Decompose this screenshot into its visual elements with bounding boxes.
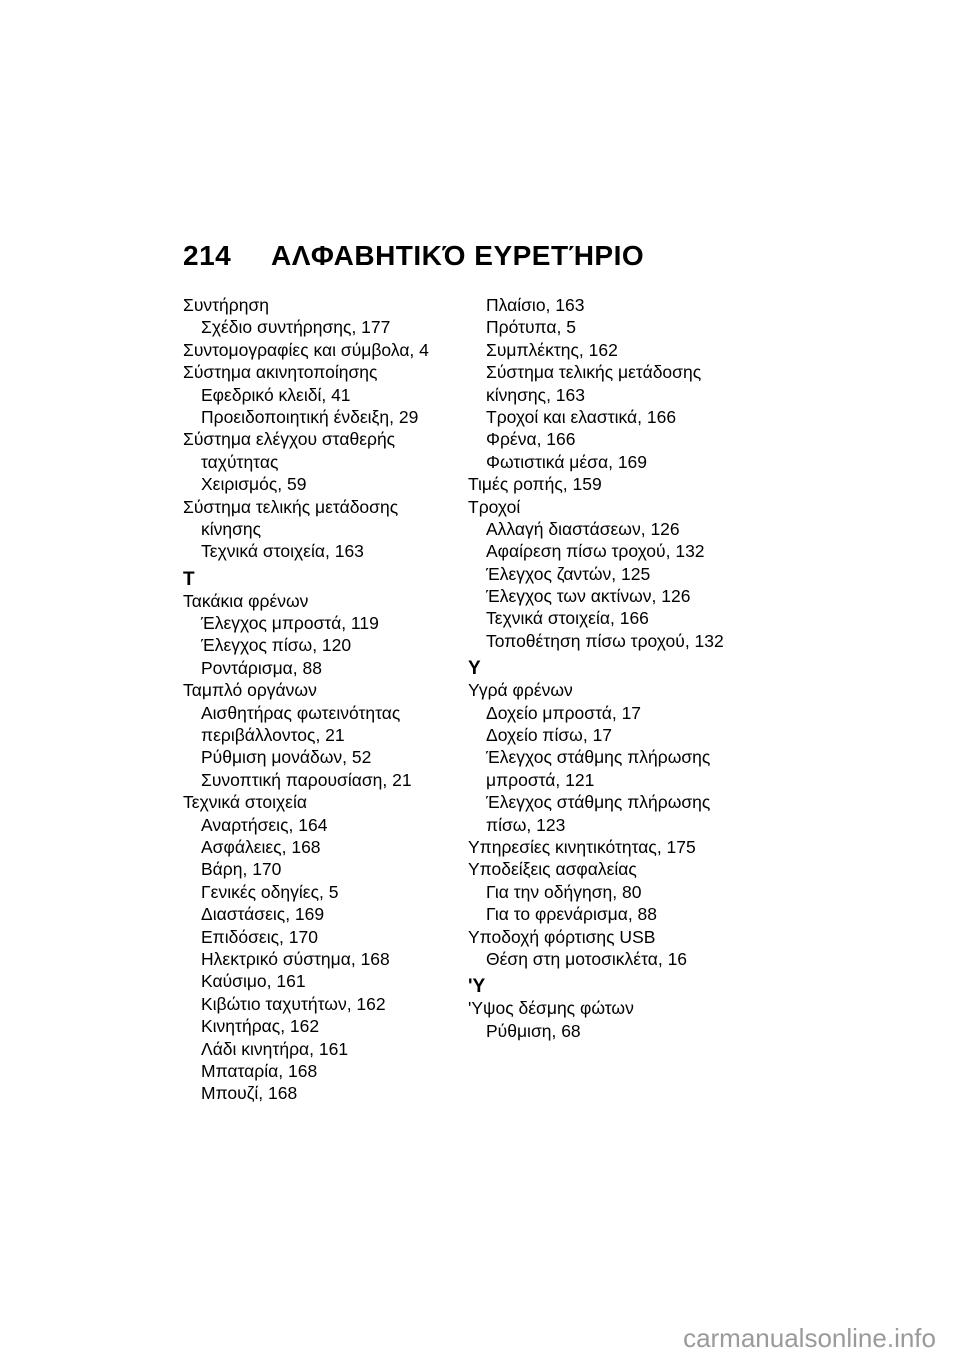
index-subentry: Ασφάλειες, 168 [201, 836, 321, 857]
index-subentry: Κινητήρας, 162 [201, 1016, 320, 1037]
index-subentry: Αισθητήρας φωτεινότητας [201, 702, 401, 723]
index-subentry: Βάρη, 170 [201, 859, 282, 880]
index-subentry: ταχύτητας [201, 451, 279, 472]
index-subentry: Αναρτήσεις, 164 [201, 814, 328, 835]
index-entry: Σύστημα ελέγχου σταθερής [183, 429, 396, 450]
index-entry: Ταμπλό οργάνων [183, 680, 317, 701]
index-subentry: Έλεγχος στάθμης πλήρωσης [486, 792, 711, 813]
index-subentry: Για την οδήγηση, 80 [486, 881, 642, 902]
index-subentry: Δοχείο πίσω, 17 [486, 725, 613, 746]
index-column-left [183, 294, 429, 1105]
index-subentry: Φρένα, 166 [486, 429, 576, 450]
index-subentry: περιβάλλοντος, 21 [201, 725, 345, 746]
index-subentry: Θέση στη μοτοσικλέτα, 16 [486, 948, 688, 969]
index-subentry: Διαστάσεις, 169 [201, 904, 325, 925]
index-subentry: Συνοπτική παρουσίαση, 21 [201, 769, 412, 790]
index-subentry: Πρότυπα, 5 [486, 317, 576, 338]
index-entry: Συντήρηση [183, 295, 270, 315]
index-entry: Σύστημα ακινητοποίησης [183, 362, 378, 383]
index-subentry: Τεχνικά στοιχεία, 163 [201, 541, 364, 562]
watermark: carmanualsonline.info [683, 1323, 936, 1353]
index-entry: 'Υψος δέσμης φώτων [468, 998, 634, 1019]
index-subentry: Μπαταρία, 168 [201, 1060, 318, 1081]
index-column-right [468, 294, 724, 1042]
index-subentry: Έλεγχος στάθμης πλήρωσης [486, 747, 711, 768]
index-entry: Τακάκια φρένων [183, 590, 309, 611]
index-subentry: Αλλαγή διαστάσεων, 126 [486, 518, 680, 539]
index-letter-heading: Τ [183, 568, 195, 590]
index-entry: Υποδοχή φόρτισης USB [468, 926, 656, 947]
index-subentry: Έλεγχος πίσω, 120 [201, 635, 352, 656]
index-subentry: Έλεγχος ζαντών, 125 [486, 563, 651, 584]
index-subentry: Σύστημα τελικής μετάδοσης [486, 362, 702, 383]
index-subentry: Δοχείο μπροστά, 17 [486, 702, 642, 723]
page-header [183, 240, 644, 272]
index-subentry: Κιβώτιο ταχυτήτων, 162 [201, 993, 386, 1014]
index-subentry: Σχέδιο συντήρησης, 177 [201, 317, 391, 338]
index-subentry: Γενικές οδηγίες, 5 [201, 881, 339, 902]
index-entry: Τεχνικά στοιχεία [183, 792, 307, 813]
index-letter-heading: 'Υ [468, 976, 486, 998]
page-title: ΑΛΦΑΒΗΤΙΚΌ ΕΥΡΕΤΉΡΙΟ [271, 240, 645, 271]
index-subentry: Πλαίσιο, 163 [486, 295, 585, 315]
index-entry: Τροχοί [468, 496, 521, 517]
index-subentry: Τεχνικά στοιχεία, 166 [486, 608, 649, 629]
index-subentry: Φωτιστικά μέσα, 169 [486, 451, 648, 472]
index-subentry: Έλεγχος των ακτίνων, 126 [486, 586, 691, 607]
index-subentry: Αφαίρεση πίσω τροχού, 132 [486, 541, 705, 562]
index-subentry: Επιδόσεις, 170 [201, 926, 318, 947]
index-subentry: Έλεγχος μπροστά, 119 [201, 613, 379, 634]
index-subentry: Χειρισμός, 59 [201, 474, 307, 495]
index-subentry: Λάδι κινητήρα, 161 [201, 1038, 349, 1059]
index-subentry: Προειδοποιητική ένδειξη, 29 [201, 406, 419, 427]
index-entry: Σύστημα τελικής μετάδοσης [183, 496, 399, 517]
index-entry: Υπηρεσίες κινητικότητας, 175 [468, 836, 696, 857]
index-subentry: κίνησης, 163 [486, 384, 586, 405]
index-subentry: Ρύθμιση, 68 [486, 1020, 581, 1041]
index-subentry: Για το φρενάρισμα, 88 [486, 904, 658, 925]
index-subentry: Τοποθέτηση πίσω τροχού, 132 [486, 630, 724, 651]
index-entry: Υγρά φρένων [468, 680, 573, 701]
index-entry: Τιμές ροπής, 159 [468, 474, 602, 495]
index-subentry: Συμπλέκτης, 162 [486, 339, 618, 360]
index-subentry: Τροχοί και ελαστικά, 166 [486, 406, 677, 427]
page-number: 214 [183, 240, 232, 271]
index-subentry: πίσω, 123 [486, 814, 566, 835]
index-subentry: Ηλεκτρικό σύστημα, 168 [201, 948, 390, 969]
index-subentry: Καύσιμο, 161 [201, 971, 306, 992]
index-subentry: Ροντάρισμα, 88 [201, 657, 322, 678]
index-letter-heading: Υ [468, 658, 481, 680]
index-subentry: μπροστά, 121 [486, 769, 595, 790]
index-entry: Συντομογραφίες και σύμβολα, 4 [183, 339, 429, 360]
index-subentry: κίνησης [201, 518, 262, 539]
index-subentry: Μπουζί, 168 [201, 1083, 298, 1104]
index-subentry: Εφεδρικό κλειδί, 41 [201, 384, 351, 405]
index-subentry: Ρύθμιση μονάδων, 52 [201, 747, 372, 768]
index-entry: Υποδείξεις ασφαλείας [468, 859, 637, 880]
